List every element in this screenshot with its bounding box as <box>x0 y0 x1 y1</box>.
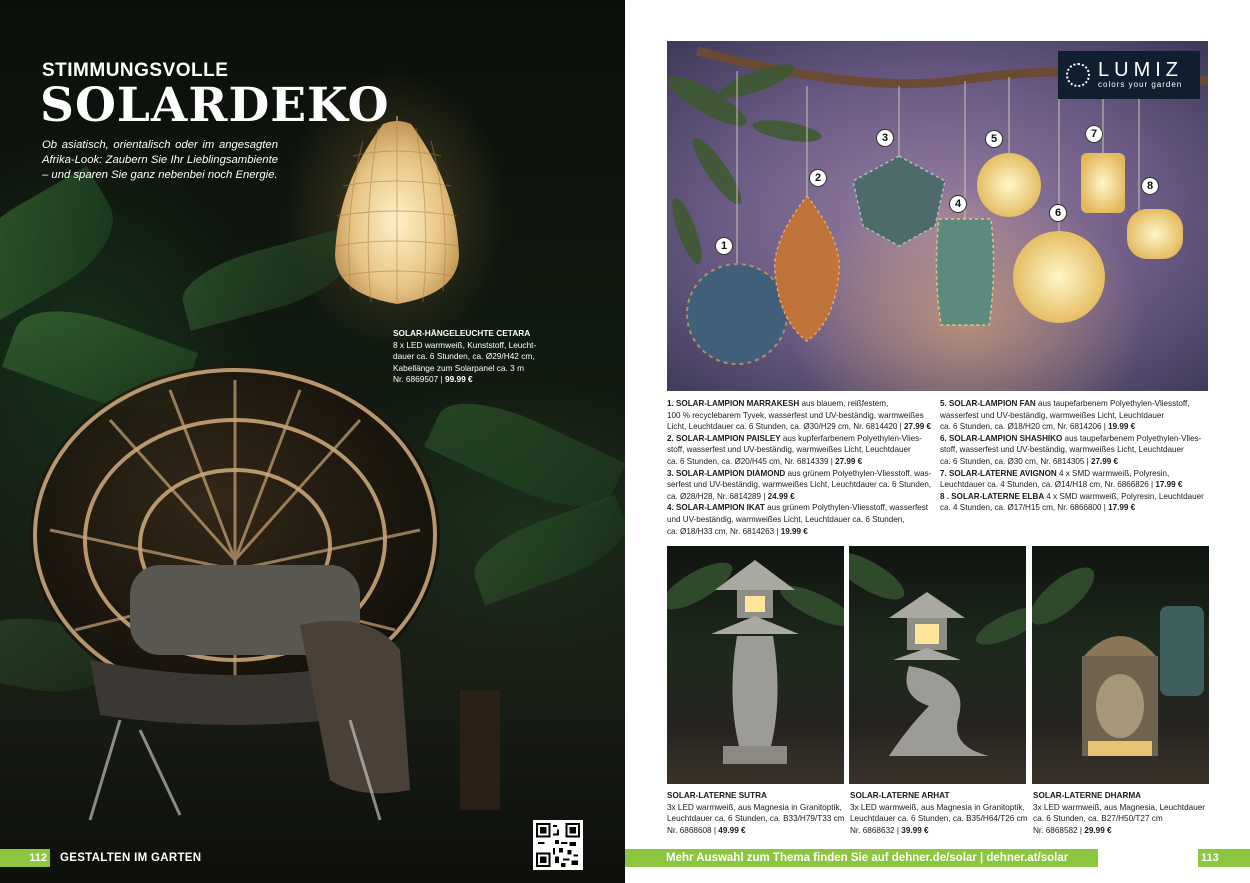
product-title: 3. SOLAR-LAMPION DIAMOND <box>667 468 786 478</box>
lantern-article: Nr. 6868608 | <box>667 825 719 835</box>
product-list-col-2 <box>940 398 1208 514</box>
lantern-spec: Leuchtdauer ca. 6 Stunden, ca. B33/H79/T33 cm <box>667 814 845 824</box>
dharma-lantern-photo <box>1032 546 1209 784</box>
product-spec: 4 x SMD warmweiß, Polyresin, <box>1056 468 1170 478</box>
product-title: 8 . SOLAR-LATERNE ELBA <box>940 491 1045 501</box>
product-entry <box>940 398 1208 433</box>
lantern-spec: 3x LED warmweiß, aus Magnesia in Granitoptik, <box>667 802 842 812</box>
cetara-name: SOLAR-HÄNGELEUCHTE CETARA <box>393 328 531 338</box>
dharma-caption <box>1033 790 1213 836</box>
brand-name: LUMIZ <box>1098 59 1183 81</box>
product-price: 27.99 € <box>835 456 863 466</box>
product-title: 5. SOLAR-LAMPION FAN <box>940 399 1036 408</box>
sutra-lantern-photo <box>667 546 844 784</box>
number-badge: 4 <box>949 195 967 213</box>
product-spec: aus grünem Polythylen-Vliesstoff, wasserfest <box>764 503 929 513</box>
product-price: 17.99 € <box>1108 503 1136 513</box>
lantern-price: 49.99 € <box>718 825 746 835</box>
intro-text: Ob asiatisch, orientalisch oder im angesagten Afrika-Look: Zaubern Sie Ihr Lieblingsambiente – und sparen Sie ganz nebenbei noch Energie. <box>42 139 278 181</box>
rattan-lamp-image <box>333 116 461 306</box>
page-number-left: 112 <box>0 849 50 867</box>
arhat-caption <box>850 790 1030 836</box>
number-badge: 6 <box>1049 204 1067 222</box>
number-badge: 2 <box>809 169 827 187</box>
product-price: 19.99 € <box>780 526 808 536</box>
foliage-leaf <box>0 166 132 324</box>
product-title: 6. SOLAR-LAMPION SHASHIKO <box>940 433 1063 443</box>
cetara-price: 99.99 € <box>444 374 473 385</box>
page-number-right: 113 <box>1198 849 1250 867</box>
product-price: 24.99 € <box>767 491 795 501</box>
qr-code-icon <box>536 823 580 867</box>
sutra-caption <box>667 790 847 836</box>
lantern-name: SOLAR-LATERNE DHARMA <box>1033 791 1142 800</box>
product-entry <box>940 491 1208 514</box>
product-spec: aus taupefarbenem Polyethylen-Vlies- <box>1062 433 1202 443</box>
product-price: 19.99 € <box>1108 422 1136 432</box>
arhat-lantern-image <box>849 546 1026 784</box>
arhat-lantern-photo <box>849 546 1026 784</box>
product-entry <box>667 433 937 468</box>
product-spec: ca. 6 Stunden, ca. Ø20/H45 cm, Nr. 6814339 | <box>667 456 836 466</box>
brand-tagline: colors your garden <box>1098 80 1183 89</box>
qr-code[interactable] <box>533 820 583 870</box>
number-badge: 5 <box>985 130 1003 148</box>
peacock-chair-image <box>30 360 500 830</box>
product-spec: ca. 4 Stunden, ca. Ø17/H15 cm, Nr. 6866800 | <box>940 503 1109 513</box>
lantern-price: 29.99 € <box>1084 825 1112 835</box>
product-spec: stoff, wasserfest und UV-beständig, warmweißes Licht, Leuchtdauer <box>667 445 911 455</box>
product-entry <box>667 502 937 537</box>
product-spec: 100 % recyclebarem Tyvek, wasserfest und UV-beständig, warmweißes <box>667 410 924 420</box>
product-price: 27.99 € <box>903 422 931 432</box>
product-spec: aus kupferfarbenem Polyethylen-Vlies- <box>780 433 922 443</box>
product-spec: Licht, Leuchtdauer ca. 6 Stunden, ca. Ø30/H29 cm, Nr. 6814420 | <box>667 422 904 432</box>
lantern-article: Nr. 6868632 | <box>850 825 902 835</box>
product-spec: aus taupefarbenem Polyethylen-Vliesstoff, <box>1035 399 1190 408</box>
product-title: 7. SOLAR-LATERNE AVIGNON <box>940 468 1057 478</box>
cetara-spec-line: 8 x LED warmweiß, Kunststoff, Leucht- <box>393 339 537 350</box>
product-spec: 4 x SMD warmweiß, Polyresin, Leuchtdauer <box>1044 491 1204 501</box>
product-spec: ca. Ø18/H33 cm, Nr. 6814263 | <box>667 526 781 536</box>
sutra-lantern-image <box>667 546 844 784</box>
product-spec: serfest und UV-beständig, warmweißes Licht, Leuchtdauer ca. 6 Stunden, <box>667 480 932 490</box>
cetara-spec-line: dauer ca. 6 Stunden, ca. Ø29/H42 cm, <box>393 351 535 362</box>
product-spec: aus grünem Polyethylen-Vliesstoff, was- <box>785 468 932 478</box>
lantern-price: 39.99 € <box>901 825 929 835</box>
lantern-spec: ca. 6 Stunden, ca. B27/H50/T27 cm <box>1033 814 1163 824</box>
cetara-article: Nr. 6869507 | <box>393 374 443 385</box>
product-entry <box>667 398 937 433</box>
footer-banner[interactable]: Mehr Auswahl zum Thema finden Sie auf dehner.de/solar | dehner.at/solar <box>625 849 1098 867</box>
product-spec: stoff, wasserfest und UV-beständig, warmweißes Licht, Leuchtdauer <box>940 445 1184 455</box>
lampion-hero-photo <box>667 41 1208 391</box>
product-spec: aus blauem, reißfestem, <box>799 399 889 408</box>
foliage-leaf <box>175 229 355 331</box>
product-title: 1. SOLAR-LAMPION MARRAKESH <box>667 399 800 408</box>
product-spec: Leuchtdauer ca. 4 Stunden, ca. Ø14/H18 cm, Nr. 6866826 | <box>940 480 1156 490</box>
product-list-col-1 <box>667 398 937 537</box>
product-spec: wasserfest und UV-beständig, warmweißes Licht, Leuchtdauer <box>940 410 1165 420</box>
number-badge: 1 <box>715 237 733 255</box>
lantern-spec: 3x LED warmweiß, aus Magnesia in Granitoptik, <box>850 802 1025 812</box>
product-entry <box>667 468 937 503</box>
number-badge: 7 <box>1085 125 1103 143</box>
lantern-spec: 3x LED warmweiß, aus Magnesia, Leuchtdauer <box>1033 802 1206 812</box>
product-spec: ca. 6 Stunden, ca. Ø18/H20 cm, Nr. 6814206 | <box>940 422 1109 432</box>
sun-dots-icon <box>1066 63 1090 87</box>
product-spec: ca. 6 Stunden, ca. Ø30 cm, Nr. 6814305 | <box>940 456 1092 466</box>
number-badge: 8 <box>1141 177 1159 195</box>
lantern-spec: Leuchtdauer ca. 6 Stunden, ca. B35/H64/T26 cm <box>850 814 1028 824</box>
product-price: 17.99 € <box>1155 480 1183 490</box>
number-badge: 3 <box>876 129 894 147</box>
product-spec: und UV-beständig, warmweißes Licht, Leuchtdauer ca. 6 Stunden, <box>667 514 905 524</box>
product-entry <box>940 468 1208 491</box>
lantern-article: Nr. 6868582 | <box>1033 825 1085 835</box>
dharma-lantern-image <box>1032 546 1209 784</box>
product-title: 4. SOLAR-LAMPION IKAT <box>667 503 765 513</box>
page-eyebrow: STIMMUNGSVOLLE <box>42 60 229 81</box>
product-title: 2. SOLAR-LAMPION PAISLEY <box>667 433 781 443</box>
product-spec: ca. Ø28/H28, Nr. 6814289 | <box>667 491 768 501</box>
page-headline: SOLARDEKO <box>40 78 390 133</box>
lumiz-logo <box>1058 51 1200 99</box>
lantern-name: SOLAR-LATERNE ARHAT <box>850 791 950 800</box>
section-label: GESTALTEN IM GARTEN <box>60 852 202 864</box>
cetara-spec-line: Kabellänge zum Solarpanel ca. 3 m <box>393 362 524 373</box>
lantern-name: SOLAR-LATERNE SUTRA <box>667 791 767 800</box>
product-entry <box>940 433 1208 468</box>
footer-left <box>0 849 201 867</box>
product-price: 27.99 € <box>1091 456 1119 466</box>
